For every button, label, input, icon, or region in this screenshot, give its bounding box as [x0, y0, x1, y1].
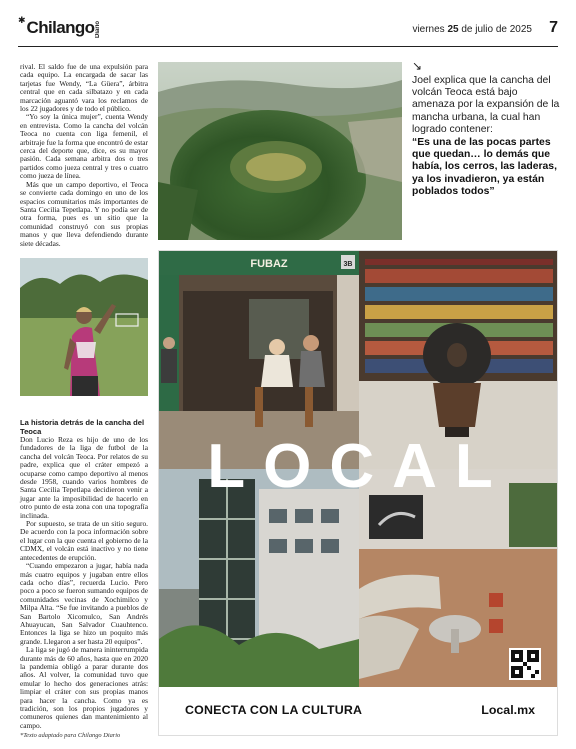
pull-quote-text: “Es una de las pocas partes que quedan… lo demás que había, los cerros, las laderas, ya los invadieron, ya están poblados todos” — [412, 137, 557, 197]
date-number: 25 — [447, 24, 459, 35]
pull-quote-intro: Joel explica que la cancha del volcán Teoca está bajo amenaza por la expansión de la mancha urbana, la cual han logrado contener: — [412, 75, 560, 135]
header-rule — [18, 46, 558, 47]
local-logo-text: LOCAL — [207, 432, 511, 489]
volcano-aerial-image — [158, 62, 402, 240]
chilango-logo — [18, 16, 101, 38]
star-icon: ✱ — [18, 16, 26, 26]
qr-code[interactable] — [509, 648, 541, 680]
ad-photo-grid — [159, 251, 558, 687]
article-paragraph: Por supuesto, se trata de un sitio seguro. De acuerdo con la poca información sobre el lugar con la que cuenta el gobierno de la CDMX, el volcán está inactivo y no tiene antecedentes de erupción. — [20, 519, 148, 562]
building-photo — [159, 469, 359, 687]
article-paragraph: Don Lucio Reza es hijo de uno de los fundadores de la liga de futbol de la cancha del volcán Teoca. Por relatos de su padre, explica que el cráter empezó a ocuparse como campo deportivo al menos desde 1958, cuando varios hombres de Santa Cecilia Tepetlapa decidieron venir a jugar ante la imposibilidad de hacerlo en otro punto de esta zona con una topografía inclinada. — [20, 435, 148, 520]
volcano-aerial-photo — [158, 62, 402, 240]
article-paragraph: “Cuando empezaron a jugar, había nada más cuatro equipos y jugaban entre ellos cada ocho días”, recuerda Lucio. Pero poco a poco se fueron sumando equipos de comunidades vecinas de Xochimilco y Milpa Alta. “Se fue invitando a pueblos de San Bartolo Xicomulco, San Andrés Ahuayucan, San Salvador Cuauhtenco. Entonces la liga se hizo un poquito más grande. Llegaron a ser hasta 20 equipos”. — [20, 561, 148, 646]
ad-tagline: CONECTA CON LA CULTURA — [185, 703, 363, 717]
local-logo — [189, 429, 529, 489]
cafe-sign: FUBAZ — [250, 258, 288, 270]
logo-subtitle: Diario — [95, 20, 102, 38]
referee-image — [20, 258, 148, 396]
text-credit: *Texto adaptado para Chilango Diario — [20, 732, 121, 739]
article-paragraph: Más que un campo deportivo, el Teoca se convierte cada domingo en uno de los espacios comunitarios más importantes de Santa Cecilia Tepetlapa. Y no podía ser de otra forma, pues es un sitio que la comunidad construyó con sus propias manos y que lleva defendiendo durante siete décadas. — [20, 179, 148, 248]
article-column-top — [20, 63, 148, 248]
ad-website-link[interactable]: Local.mx — [481, 703, 535, 717]
section-heading: La historia detrás de la cancha del Teoca — [20, 418, 145, 436]
page-number: 7 — [549, 19, 558, 36]
dateline — [412, 24, 532, 35]
article-paragraph: “Yo soy la única mujer”, cuenta Wendy en entrevista. Como la cancha del volcán Teoca no cuenta con liga femenil, el arbitraje fue la forma que encontró de estar cerca del deporte que, dice, es su mayor pasión. Cada semana arbitra dos o tres partidos como jueza central y tres o cuatro como jueza de línea. — [20, 112, 148, 181]
cafe-number: 3B — [343, 261, 353, 268]
arrow-down-right-icon: ↘ — [412, 59, 423, 73]
qr-code-icon — [511, 650, 539, 678]
date-month-year: de julio de 2025 — [461, 24, 532, 35]
article-paragraph: rival. El saldo fue de una expulsión para cada equipo. La encargada de sacar las tarjetas fue Wendy, “La Güera”, árbitra central que en cada silbatazo y en cada marcación aguantó vara los reclamos de los 22 jugadores y de todo el público. — [20, 62, 148, 114]
logo-text: Chilango — [26, 18, 95, 37]
local-advertisement[interactable] — [158, 250, 558, 736]
article-paragraph: La liga se jugó de manera ininterrumpida durante más de 60 años, hasta que en 2020 la pandemia obligó a parar durante dos años. Al volver, la comunidad tuvo que emular lo hecho dos generaciones atrás: limpiar el cráter con sus propias manos para hacer la cancha. Como ya es tradición, son los propios jugadores y comuneros quienes dan mantenimiento al campo. — [20, 645, 148, 730]
building-image — [159, 469, 359, 687]
date-day: viernes — [412, 24, 445, 35]
referee-photo — [20, 258, 148, 396]
pull-quote — [412, 60, 560, 198]
page-header — [18, 16, 558, 46]
article-column-bottom — [20, 436, 148, 730]
